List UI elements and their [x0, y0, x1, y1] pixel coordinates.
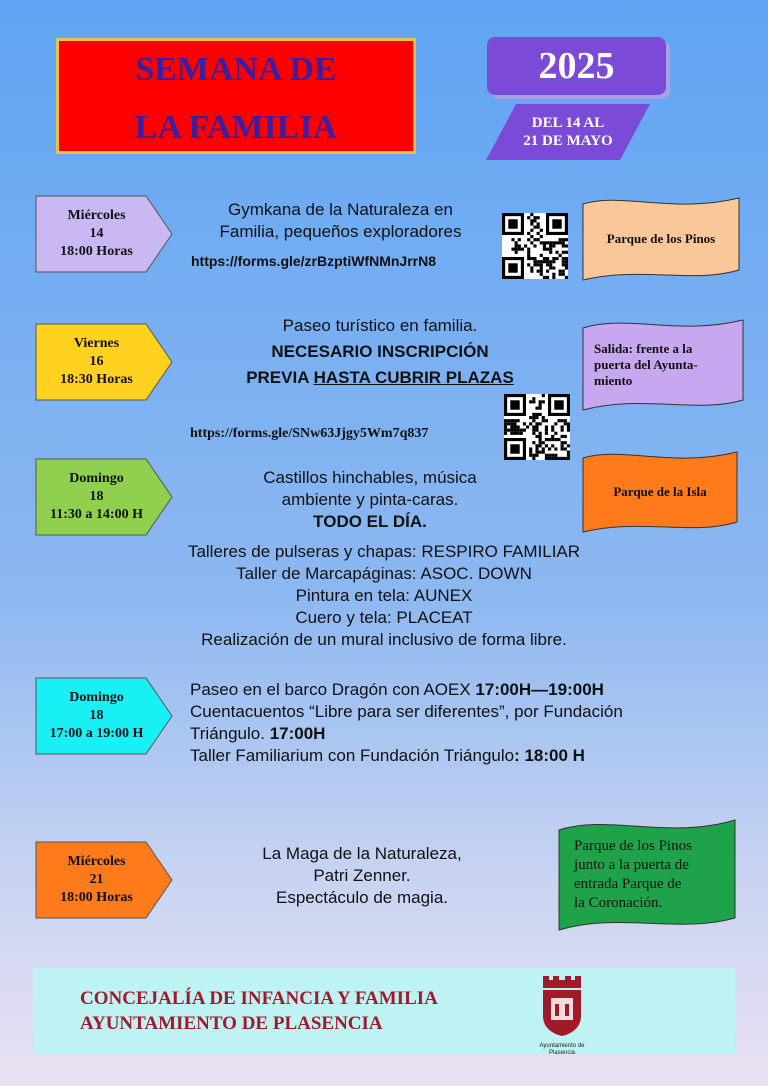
event-3-line-3: TODO EL DÍA. [313, 512, 427, 531]
event-3-date-arrow [34, 457, 174, 537]
event-4-line-1-a: Paseo en el barco Dragón con AOEX [190, 680, 476, 699]
event-5-location-line-1: Parque de los Pinos [574, 838, 692, 854]
city-logo [533, 976, 591, 1056]
event-1-day: Miércoles [67, 208, 126, 223]
event-2-line-2: NECESARIO INSCRIPCIÓN [271, 342, 489, 361]
event-5-location-line-3: entrada Parque de [574, 876, 682, 892]
city-crest-icon [533, 976, 591, 1038]
event-2-time: 18:30 Horas [60, 372, 133, 387]
event-5-line-1: La Maga de la Naturaleza, [262, 844, 462, 863]
event-3-location: Parque de la Isla [613, 484, 707, 499]
event-5-location-line-2: junto a la puerta de [574, 857, 689, 873]
event-4-day: Domingo [69, 690, 124, 705]
event-2-day: Viernes [73, 336, 120, 351]
event-1-date-arrow [34, 194, 174, 274]
event-3-day: Domingo [69, 471, 124, 486]
event-1-line-1: Gymkana de la Naturaleza en [228, 200, 453, 219]
event-5-date: 21 [89, 872, 104, 887]
event-4-line-1 [190, 679, 730, 701]
event-5-line-3: Espectáculo de magia. [276, 888, 448, 907]
event-5-day: Miércoles [67, 854, 126, 869]
event-4-line-4-b: : 18:00 H [514, 746, 585, 765]
footer-line-2: AYUNTAMIENTO DE PLASENCIA [80, 1013, 383, 1034]
footer [33, 968, 735, 1054]
event-4-line-4 [190, 745, 730, 767]
event-4-line-3-a: Triángulo. [190, 724, 270, 743]
event-1-location: Parque de los Pinos [606, 231, 716, 246]
workshop-item: Cuero y tela: PLACEAT [295, 608, 473, 627]
event-5-location-flag [558, 818, 736, 932]
title-line-1: SEMANA DE [135, 51, 337, 88]
event-3-time: 11:30 a 14:00 H [50, 507, 143, 522]
logo-text-1: Ayuntamiento de [539, 1043, 585, 1049]
event-2-line-3 [200, 365, 560, 391]
title-line-2: LA FAMILIA [134, 109, 338, 146]
event-2-qr-code[interactable] [504, 394, 570, 460]
date-range-badge [486, 104, 650, 160]
event-4-description [190, 679, 730, 767]
event-4-line-3 [190, 723, 730, 745]
event-5-date-arrow [34, 840, 174, 920]
event-2-location-line-2: puerta del Ayunta- [594, 357, 698, 372]
event-2-location-line-1: Salida: frente a la [594, 341, 693, 356]
event-5-line-2: Patri Zenner. [313, 866, 411, 885]
event-2-description [200, 313, 560, 391]
event-1-date: 14 [89, 226, 104, 241]
event-2-line-3-b: HASTA CUBRIR PLAZAS [313, 368, 514, 387]
event-4-line-2: Cuentacuentos “Libre para ser diferentes”, por Fundación [190, 702, 623, 721]
event-3-line-1: Castillos hinchables, música [263, 468, 477, 487]
event-2-location-flag [582, 318, 744, 412]
event-3-line-2: ambiente y pinta-caras. [281, 490, 459, 509]
event-1-location-flag [582, 196, 740, 282]
event-2-line-1: Paseo turístico en familia. [282, 316, 478, 335]
event-2-date-arrow [34, 322, 174, 402]
date-range-line-1: DEL 14 AL [531, 115, 605, 131]
event-3-workshops [84, 541, 684, 651]
footer-line-1: CONCEJALÍA DE INFANCIA Y FAMILIA [80, 988, 438, 1009]
event-3-location-flag [582, 450, 738, 534]
event-4-line-4-a: Taller Familiarium con Fundación Triángulo [190, 746, 515, 765]
event-4-date-arrow [34, 676, 174, 756]
event-1-description [188, 199, 493, 243]
event-1-qr-code[interactable] [502, 213, 568, 279]
event-2-link[interactable]: https://forms.gle/SNw63Jjgy5Wm7q837 [190, 426, 429, 441]
event-1-time: 18:00 Horas [60, 244, 133, 259]
event-3-date: 18 [89, 489, 104, 504]
workshop-item: Taller de Marcapáginas: ASOC. DOWN [236, 564, 532, 583]
event-4-date: 18 [89, 708, 104, 723]
event-3-description [220, 467, 520, 533]
workshop-item: Talleres de pulseras y chapas: RESPIRO FAMILIAR [187, 542, 581, 561]
title-box [56, 38, 416, 154]
event-2-location-line-3: miento [594, 373, 633, 388]
event-2-line-3-a: PREVIA [246, 368, 314, 387]
logo-text-2: Plasencia [548, 1050, 575, 1056]
event-5-time: 18:00 Horas [60, 890, 133, 905]
date-range-line-2: 21 DE MAYO [523, 133, 613, 149]
year-badge: 2025 [487, 37, 666, 95]
event-5-location-line-4: la Coronación. [574, 895, 663, 911]
workshop-item: Pintura en tela: AUNEX [295, 586, 473, 605]
event-1-link[interactable]: https://forms.gle/zrBzptiWfNMnJrrN8 [191, 253, 436, 269]
event-2-date: 16 [89, 354, 104, 369]
event-5-description [222, 843, 502, 909]
workshop-item: Realización de un mural inclusivo de forma libre. [201, 630, 567, 649]
event-4-time: 17:00 a 19:00 H [49, 726, 144, 741]
event-4-line-3-b: 17:00H [269, 724, 326, 743]
event-1-line-2: Familia, pequeños exploradores [219, 222, 462, 241]
event-4-line-1-b: 17:00H—19:00H [475, 680, 604, 699]
